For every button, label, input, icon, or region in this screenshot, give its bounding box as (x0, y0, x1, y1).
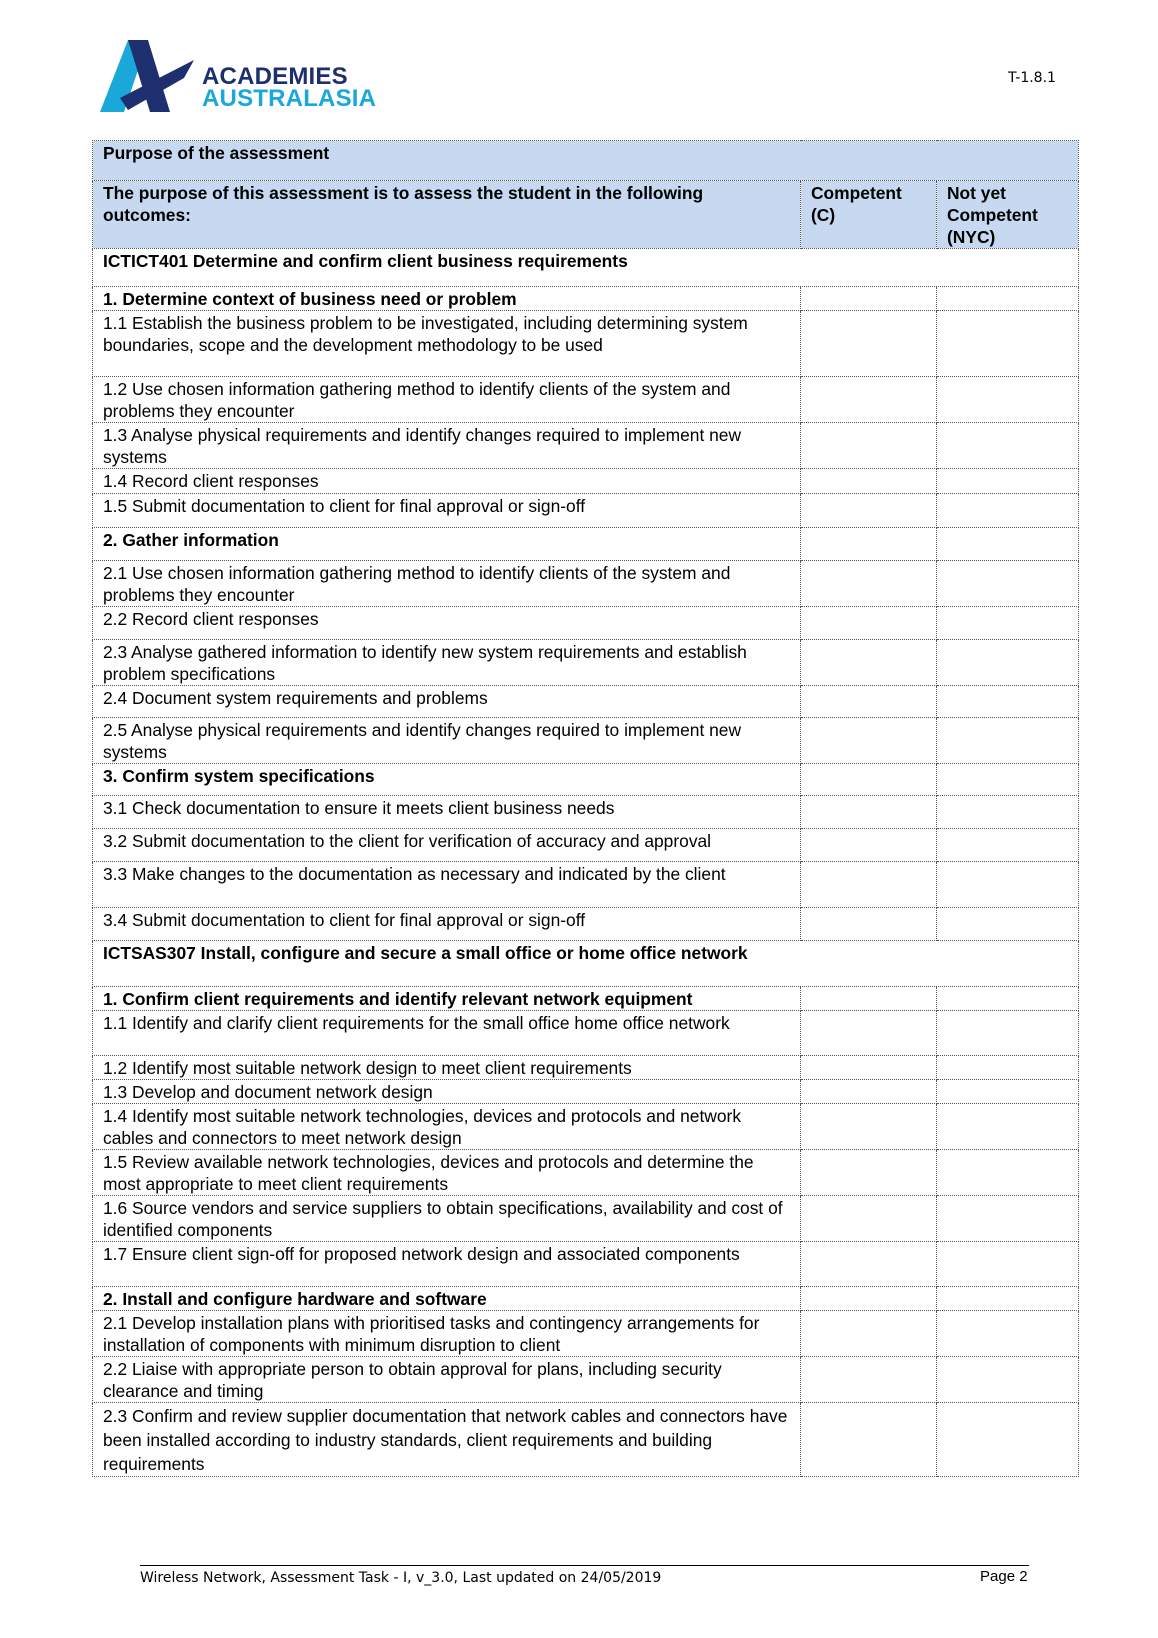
criterion-text: 1.6 Source vendors and service suppliers to obtain specifications, availability and cost of identified components (93, 1196, 801, 1242)
nyc-cell[interactable] (937, 607, 1079, 640)
nyc-cell[interactable] (937, 1242, 1079, 1287)
criterion-row (93, 377, 1079, 423)
section-heading: 2. Install and configure hardware and software (93, 1287, 801, 1311)
competent-cell[interactable] (801, 1056, 937, 1080)
criterion-text: 1.4 Identify most suitable network technologies, devices and protocols and network cables and connectors to meet network design (93, 1104, 801, 1150)
competent-cell[interactable] (801, 1287, 937, 1311)
nyc-cell[interactable] (937, 1056, 1079, 1080)
competent-cell[interactable] (801, 718, 937, 764)
section-row (93, 287, 1079, 311)
competent-cell[interactable] (801, 796, 937, 829)
competent-cell[interactable] (801, 607, 937, 640)
nyc-cell[interactable] (937, 1011, 1079, 1056)
criterion-text: 1.4 Record client responses (93, 469, 801, 494)
footer-document-info: Wireless Network, Assessment Task - I, v_3.0, Last updated on 24/05/2019 (140, 1570, 662, 1586)
logo-line-2: AUSTRALASIA (202, 85, 377, 112)
nyc-cell[interactable] (937, 1150, 1079, 1196)
competent-cell[interactable] (801, 1403, 937, 1477)
nyc-cell[interactable] (937, 829, 1079, 862)
criterion-row (93, 1104, 1079, 1150)
competent-cell[interactable] (801, 1196, 937, 1242)
nyc-cell[interactable] (937, 908, 1079, 941)
criterion-row (93, 561, 1079, 607)
nyc-cell[interactable] (937, 377, 1079, 423)
criterion-row (93, 1011, 1079, 1056)
competent-cell[interactable] (801, 469, 937, 494)
criterion-row (93, 1357, 1079, 1403)
competent-cell[interactable] (801, 640, 937, 686)
criterion-text: 1.5 Review available network technologies, devices and protocols and determine the most appropriate to meet client requirements (93, 1150, 801, 1196)
unit-title-row (93, 249, 1079, 287)
nyc-cell[interactable] (937, 528, 1079, 561)
competent-cell[interactable] (801, 686, 937, 718)
nyc-cell[interactable] (937, 469, 1079, 494)
nyc-cell[interactable] (937, 640, 1079, 686)
competent-cell[interactable] (801, 1357, 937, 1403)
section-row (93, 1287, 1079, 1311)
competent-cell[interactable] (801, 764, 937, 796)
criterion-text: 2.2 Record client responses (93, 607, 801, 640)
criterion-text: 3.1 Check documentation to ensure it meets client business needs (93, 796, 801, 829)
criterion-row (93, 494, 1079, 528)
criterion-row (93, 1150, 1079, 1196)
competent-cell[interactable] (801, 561, 937, 607)
competent-cell[interactable] (801, 862, 937, 908)
competent-cell[interactable] (801, 1104, 937, 1150)
criterion-row (93, 686, 1079, 718)
criterion-row (93, 908, 1079, 941)
competent-cell[interactable] (801, 987, 937, 1011)
nyc-cell[interactable] (937, 862, 1079, 908)
nyc-cell[interactable] (937, 987, 1079, 1011)
criterion-text: 1.3 Analyse physical requirements and identify changes required to implement new systems (93, 423, 801, 469)
competent-cell[interactable] (801, 829, 937, 862)
criterion-text: 2.5 Analyse physical requirements and identify changes required to implement new systems (93, 718, 801, 764)
nyc-cell[interactable] (937, 1104, 1079, 1150)
criterion-row (93, 1242, 1079, 1287)
criterion-row (93, 796, 1079, 829)
criterion-row (93, 1196, 1079, 1242)
criterion-row (93, 718, 1079, 764)
criterion-row (93, 607, 1079, 640)
criterion-text: 3.3 Make changes to the documentation as necessary and indicated by the client (93, 862, 801, 908)
section-heading: 1. Determine context of business need or problem (93, 287, 801, 311)
competent-cell[interactable] (801, 1011, 937, 1056)
purpose-title: Purpose of the assessment (93, 141, 1079, 181)
nyc-cell[interactable] (937, 423, 1079, 469)
competent-cell[interactable] (801, 377, 937, 423)
nyc-cell[interactable] (937, 311, 1079, 377)
criterion-row (93, 423, 1079, 469)
criterion-row (93, 1403, 1079, 1477)
purpose-row (93, 141, 1079, 181)
section-row (93, 987, 1079, 1011)
nyc-cell[interactable] (937, 1357, 1079, 1403)
competent-cell[interactable] (801, 287, 937, 311)
competent-cell[interactable] (801, 1311, 937, 1357)
criterion-text: 1.1 Establish the business problem to be investigated, including determining system boundaries, scope and the development methodology to be used (93, 311, 801, 377)
criterion-row (93, 469, 1079, 494)
competent-cell[interactable] (801, 1150, 937, 1196)
criterion-row (93, 862, 1079, 908)
criterion-text: 1.3 Develop and document network design (93, 1080, 801, 1104)
competent-cell[interactable] (801, 908, 937, 941)
competent-cell[interactable] (801, 1242, 937, 1287)
nyc-cell[interactable] (937, 764, 1079, 796)
criterion-text: 2.1 Develop installation plans with prioritised tasks and contingency arrangements for installation of components with minimum disruption to client (93, 1311, 801, 1357)
criterion-text: 2.1 Use chosen information gathering method to identify clients of the system and problems they encounter (93, 561, 801, 607)
nyc-column-header: Not yet Competent (NYC) (937, 181, 1079, 249)
criterion-row (93, 1056, 1079, 1080)
nyc-cell[interactable] (937, 1287, 1079, 1311)
criterion-row (93, 829, 1079, 862)
unit-title: ICTICT401 Determine and confirm client business requirements (93, 249, 1079, 287)
assessment-outcomes-table (92, 140, 1079, 1477)
criterion-text: 1.5 Submit documentation to client for final approval or sign-off (93, 494, 801, 528)
column-header-row (93, 181, 1079, 249)
document-reference: T-1.8.1 (1008, 70, 1056, 86)
nyc-cell[interactable] (937, 1196, 1079, 1242)
criterion-text: 3.2 Submit documentation to the client for verification of accuracy and approval (93, 829, 801, 862)
section-row (93, 528, 1079, 561)
section-row (93, 764, 1079, 796)
competent-cell[interactable] (801, 528, 937, 561)
competent-cell[interactable] (801, 1080, 937, 1104)
criterion-row (93, 640, 1079, 686)
competent-cell[interactable] (801, 311, 937, 377)
nyc-cell[interactable] (937, 686, 1079, 718)
criterion-text: 3.4 Submit documentation to client for final approval or sign-off (93, 908, 801, 941)
section-heading: 2. Gather information (93, 528, 801, 561)
nyc-cell[interactable] (937, 1403, 1079, 1477)
logo-wordmark (202, 63, 377, 112)
criterion-text: 2.4 Document system requirements and problems (93, 686, 801, 718)
nyc-cell[interactable] (937, 561, 1079, 607)
nyc-cell[interactable] (937, 718, 1079, 764)
footer-page-number: Page 2 (980, 1568, 1028, 1585)
criterion-row (93, 311, 1079, 377)
nyc-cell[interactable] (937, 287, 1079, 311)
logo-line-1: ACADEMIES (202, 63, 348, 90)
nyc-cell[interactable] (937, 1311, 1079, 1357)
nyc-cell[interactable] (937, 796, 1079, 829)
criterion-row (93, 1080, 1079, 1104)
criterion-text: 1.1 Identify and clarify client requirements for the small office home office network (93, 1011, 801, 1056)
criterion-text: 1.2 Identify most suitable network design to meet client requirements (93, 1056, 801, 1080)
unit-title: ICTSAS307 Install, configure and secure a small office or home office network (93, 941, 1079, 987)
criterion-text: 2.3 Analyse gathered information to identify new system requirements and establish problem specifications (93, 640, 801, 686)
competent-cell[interactable] (801, 423, 937, 469)
criterion-row (93, 1311, 1079, 1357)
footer-divider (140, 1565, 1029, 1566)
nyc-cell[interactable] (937, 494, 1079, 528)
criterion-text: 2.2 Liaise with appropriate person to obtain approval for plans, including security clearance and timing (93, 1357, 801, 1403)
competent-column-header: Competent (C) (801, 181, 937, 249)
criterion-text: 1.7 Ensure client sign-off for proposed network design and associated components (93, 1242, 801, 1287)
nyc-cell[interactable] (937, 1080, 1079, 1104)
section-heading: 1. Confirm client requirements and identify relevant network equipment (93, 987, 801, 1011)
criterion-text: 2.3 Confirm and review supplier documentation that network cables and connectors have been installed according to industry standards, client requirements and building requirements (93, 1403, 801, 1477)
competent-cell[interactable] (801, 494, 937, 528)
criterion-text: 1.2 Use chosen information gathering method to identify clients of the system and problems they encounter (93, 377, 801, 423)
unit-title-row (93, 941, 1079, 987)
section-heading: 3. Confirm system specifications (93, 764, 801, 796)
outcomes-heading: The purpose of this assessment is to assess the student in the following outcomes: (93, 181, 801, 249)
